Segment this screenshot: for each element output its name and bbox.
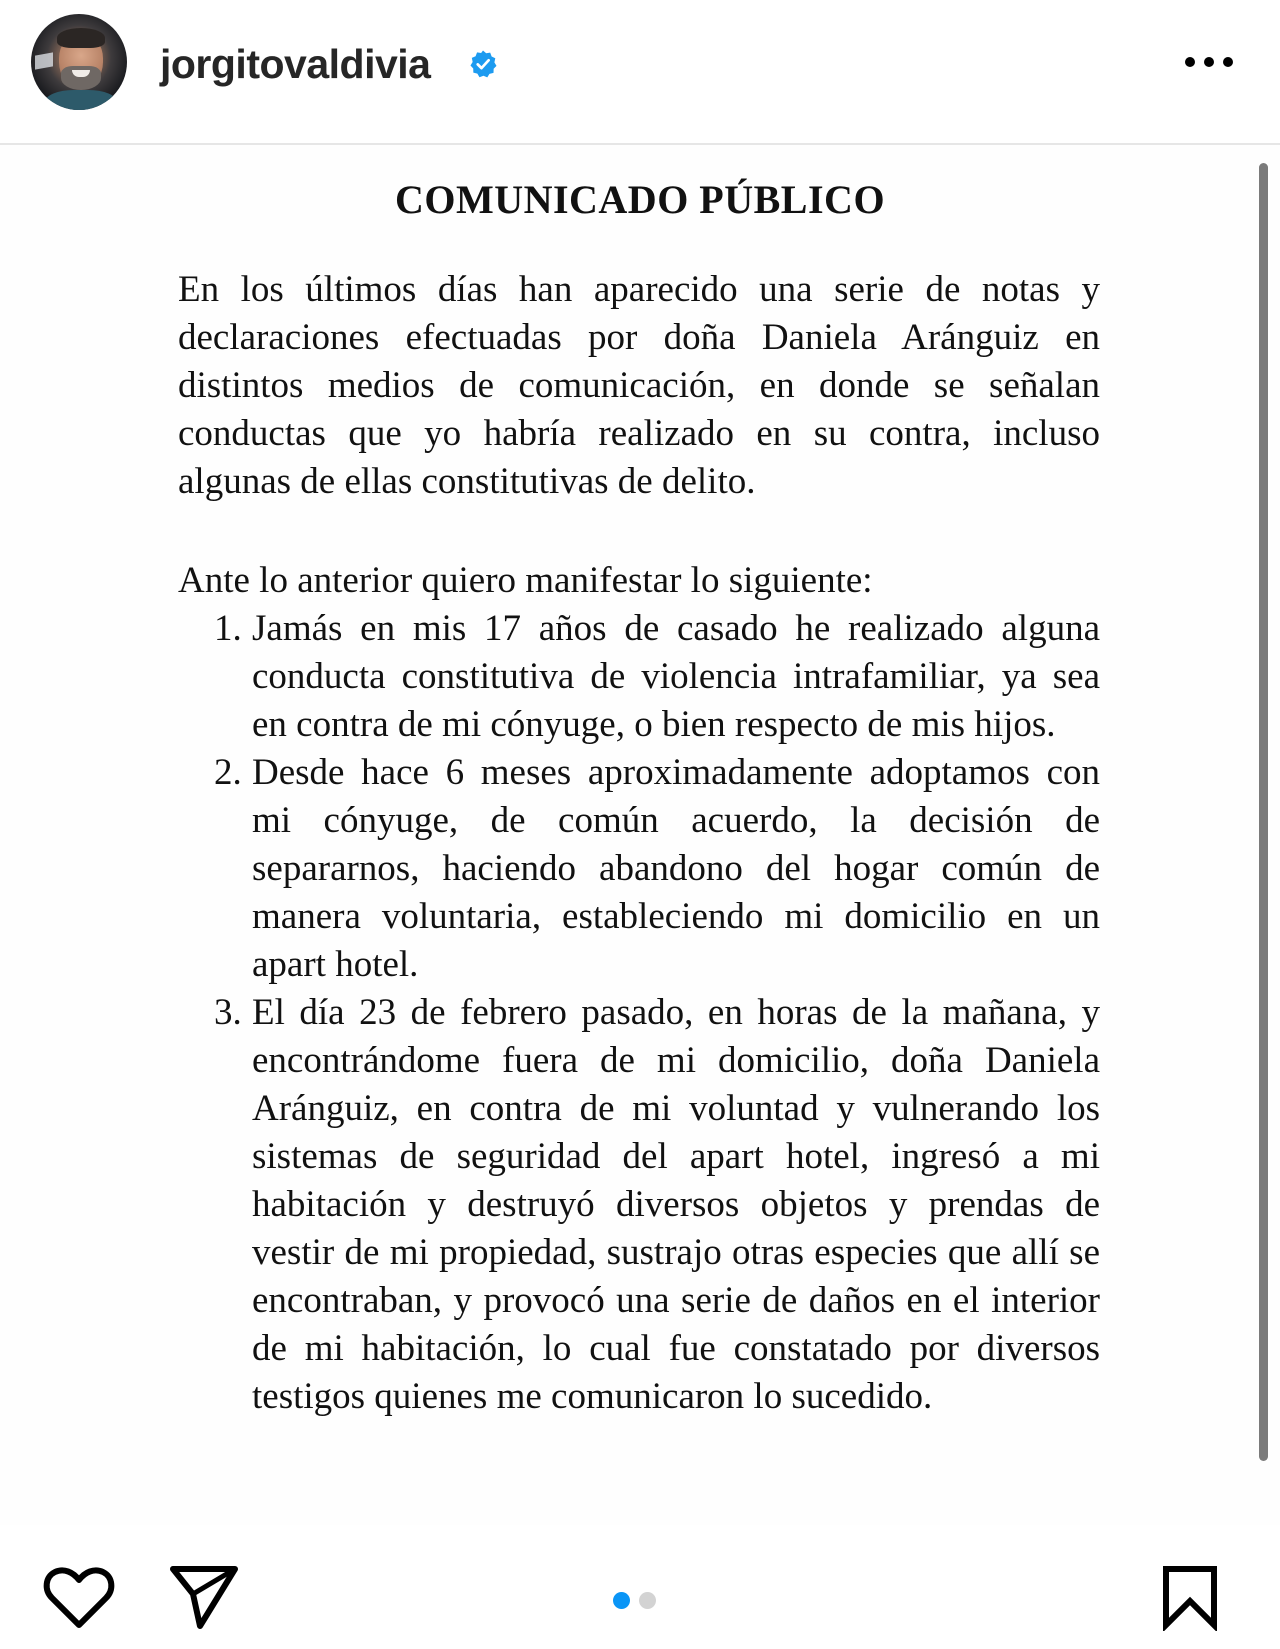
list-item-number: 2. [214, 752, 242, 793]
post-action-bar [0, 1525, 1280, 1649]
avatar-hair [57, 28, 105, 48]
document-intro-paragraph: En los últimos días han aparecido una serie de notas y declaraciones efectuadas por doña Daniela Aránguiz en distintos medios de comunicación, en donde se señalan conductas que yo habría realizado en su contra, incluso algunas de ellas constitutivas de delito. [178, 269, 1100, 502]
post-header [0, 0, 1280, 143]
bookmark-icon[interactable] [1160, 1563, 1220, 1631]
carousel-dot[interactable] [639, 1592, 656, 1609]
send-icon[interactable] [168, 1563, 240, 1631]
list-item [178, 989, 1100, 1421]
carousel-dot-active[interactable] [613, 1592, 630, 1609]
heart-icon[interactable] [42, 1565, 116, 1631]
document-lead-sentence: Ante lo anterior quiero manifestar lo siguiente: [178, 560, 873, 601]
username-link[interactable]: jorgitovaldivia [160, 41, 431, 87]
post-image[interactable] [0, 145, 1280, 1525]
list-item-text: Desde hace 6 meses aproximadamente adoptamos con mi cónyuge, de común acuerdo, la decisión de separarnos, haciendo abandono del hogar común de manera voluntaria, estableciendo mi domicilio en un apart hotel. [252, 752, 1100, 985]
list-item [178, 605, 1100, 749]
list-item-number: 3. [214, 992, 242, 1033]
verified-badge-icon [468, 49, 498, 79]
avatar-shirt [45, 90, 117, 110]
list-item [178, 749, 1100, 989]
list-item-text: El día 23 de febrero pasado, en horas de la mañana, y encontrándome fuera de mi domicilio, doña Daniela Aránguiz, en contra de mi voluntad y vulnerando los sistemas de seguridad del apart hotel, ingresó a mi habitación y destruyó diversos objetos y prendas de vestir de mi propiedad, sustrajo otras especies que allí se encontraban, y provocó una serie de daños en el interior de mi habitación, lo cual fue constatado por diversos testigos quienes me comunicaron lo sucedido. [252, 992, 1100, 1417]
scrollbar-thumb[interactable] [1259, 163, 1268, 1461]
more-options-icon[interactable] [1182, 50, 1236, 74]
avatar[interactable] [31, 14, 127, 110]
list-item-number: 1. [214, 608, 242, 649]
document-numbered-list [178, 605, 1100, 1421]
avatar-background-window [35, 52, 53, 69]
list-item-text: Jamás en mis 17 años de casado he realizado alguna conducta constitutiva de violencia intrafamiliar, ya sea en contra de mi cónyuge, o bien respecto de mis hijos. [252, 608, 1100, 745]
document-title: COMUNICADO PÚBLICO [394, 177, 886, 222]
carousel-indicator [613, 1592, 656, 1608]
